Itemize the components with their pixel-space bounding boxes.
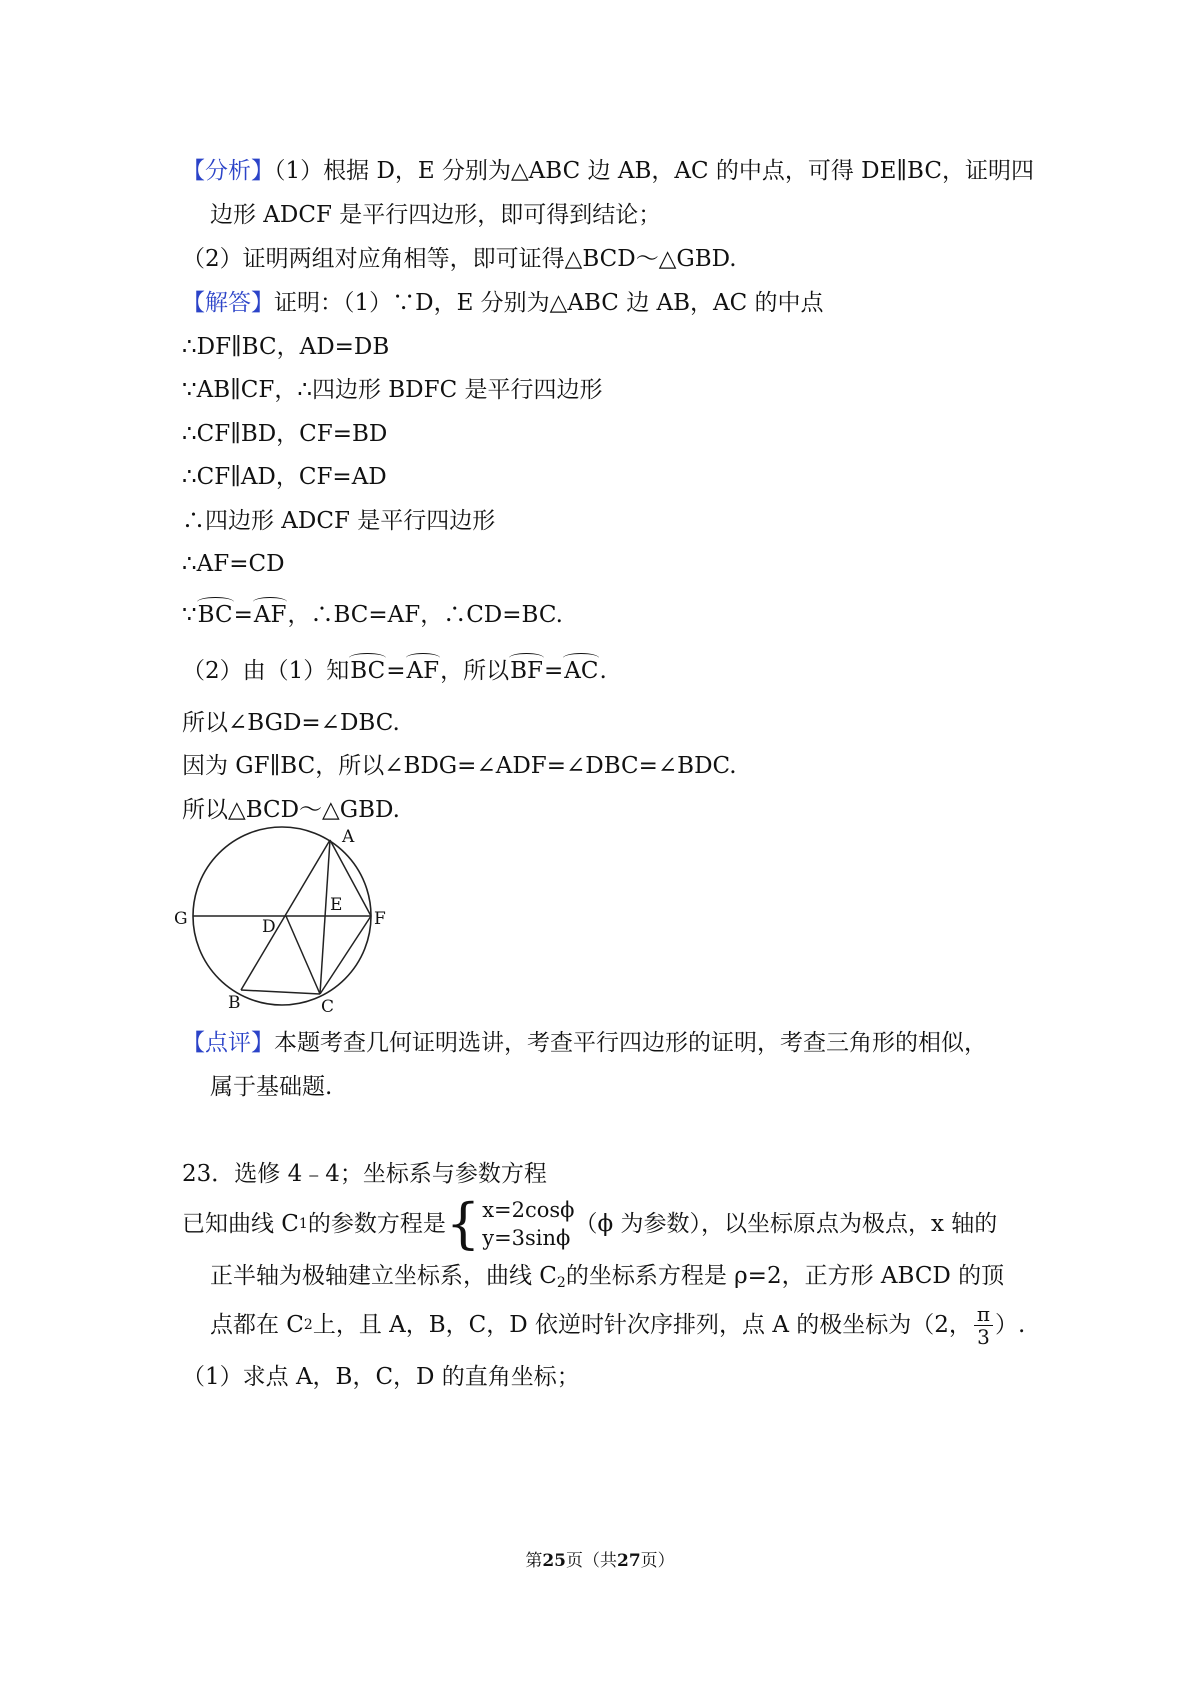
- segment-AB: [241, 840, 330, 990]
- question-23-title: 23．选修 4﹣4；坐标系与参数方程: [182, 1161, 547, 1187]
- geometry-figure: [168, 820, 398, 1025]
- label-F: F: [374, 909, 386, 929]
- solution-more: 因为 GF∥BC，所以∠BDG=∠ADF=∠DBC=∠BDC.: [182, 753, 737, 779]
- equation-x: x=2cosϕ: [482, 1198, 575, 1222]
- arc-equality-line: ∵BC=AF，∴BC=AF，∴CD=BC.: [182, 602, 563, 628]
- parametric-system: [482, 1196, 574, 1252]
- analysis-line-2: 边形 ADCF 是平行四边形，即可得到结论；: [210, 202, 662, 228]
- page-number: 25: [542, 1551, 566, 1571]
- comment-text-1: 本题考查几何证明选讲，考查平行四边形的证明，考查三角形的相似，: [274, 1030, 987, 1056]
- equation-y: y=3sinϕ: [482, 1226, 571, 1250]
- comment-line-2: 属于基础题.: [210, 1074, 333, 1100]
- page-total: 27: [617, 1551, 641, 1571]
- fraction-pi-over-3: $\frac{\pi}{3}$: [974, 1303, 993, 1348]
- solution-more: 所以△BCD～△GBD.: [182, 797, 400, 823]
- comment-tag: 【点评】: [182, 1030, 274, 1056]
- label-C: C: [321, 997, 335, 1017]
- solution-step: ∴四边形 ADCF 是平行四边形: [182, 508, 496, 534]
- segment-BC: [241, 990, 320, 994]
- segment-AC: [320, 840, 330, 994]
- solution-step: ∴CF∥AD，CF=AD: [182, 464, 387, 490]
- analysis-text-1: （1）根据 D，E 分别为△ABC 边 AB，AC 的中点，可得 DE∥BC，证明四: [274, 158, 1034, 184]
- q23-line-1: 已知曲线 C 1 的参数方程是 { x=2cosϕ y=3sinϕ （ϕ 为参数），以坐标原点为极点，x 轴的: [182, 1192, 998, 1255]
- part2-line: （2）由（1）知BC=AF，所以BF=AC.: [182, 658, 607, 684]
- solution-step: ∵AB∥CF，∴四边形 BDFC 是平行四边形: [182, 377, 603, 403]
- arc-bc: BC: [350, 658, 386, 684]
- analysis-tag: 【分析】: [182, 158, 274, 184]
- label-D: D: [262, 917, 276, 937]
- solution-step: ∴CF∥BD，CF=BD: [182, 421, 388, 447]
- segment-CF: [320, 916, 371, 994]
- solution-more: 所以∠BGD=∠DBC.: [182, 710, 400, 736]
- solution-step: ∴DF∥BC，AD=DB: [182, 334, 390, 360]
- solution-tag: 【解答】: [182, 290, 274, 316]
- arc-ac: AC: [564, 658, 599, 684]
- label-A: A: [342, 827, 355, 847]
- analysis-line-3: （2）证明两组对应角相等，即可证得△BCD～△GBD.: [182, 246, 737, 272]
- segment-DC: [286, 916, 320, 994]
- label-B: B: [228, 993, 241, 1013]
- q23-line-3: 点都在 C 2 上，且 A，B，C，D 依逆时针次序排列，点 A 的极坐标为（2， $\frac{\pi}{3}$ ）.: [210, 1301, 1026, 1349]
- analysis-line-1: [182, 156, 1034, 186]
- solution-intro-line: [182, 288, 824, 318]
- arc-af: AF: [253, 602, 287, 628]
- label-G: G: [174, 909, 188, 929]
- page-footer: 第25页（共27页）: [525, 1551, 675, 1571]
- arc-bc: BC: [197, 602, 233, 628]
- arc-bf: BF: [510, 658, 543, 684]
- q23-line-2: 正半轴为极轴建立坐标系，曲线 $C_2$的坐标系方程是 ρ=2，正方形 ABCD 的顶: [210, 1263, 1005, 1291]
- solution-intro: 证明：（1）∵D，E 分别为△ABC 边 AB，AC 的中点: [274, 290, 824, 316]
- solution-step: ∴AF=CD: [182, 551, 285, 577]
- comment-line-1: [182, 1028, 987, 1058]
- q23-part-1: （1）求点 A，B，C，D 的直角坐标；: [182, 1364, 580, 1390]
- left-brace: {: [445, 1192, 481, 1255]
- arc-af: AF: [406, 658, 440, 684]
- label-E: E: [330, 895, 343, 915]
